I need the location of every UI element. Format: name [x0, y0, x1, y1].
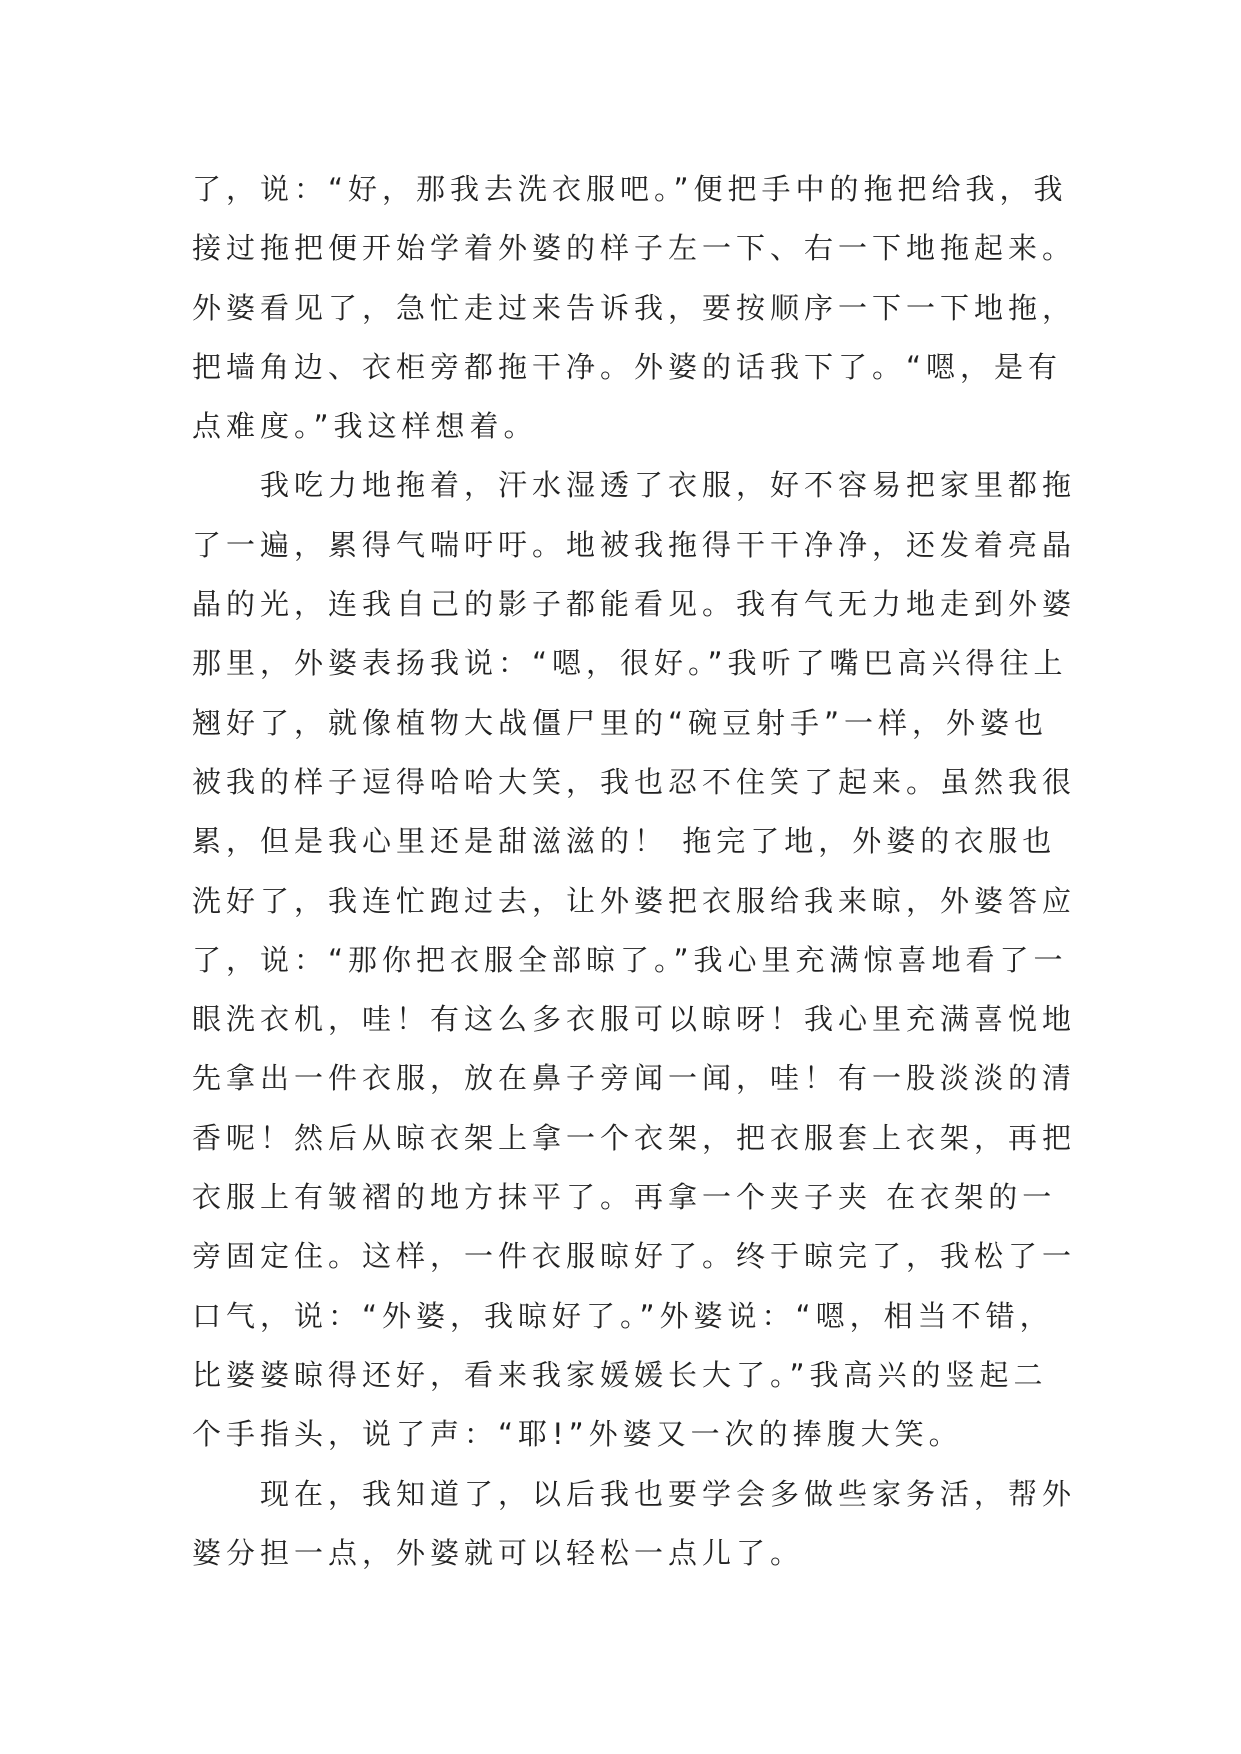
text-line: 了，说：“好，那我去洗衣服吧。”便把手中的拖把给我，我 [192, 172, 1068, 206]
text-line: 了一遍，累得气喘吁吁。地被我拖得干干净净，还发着亮晶 [192, 527, 1077, 562]
text-line: 了，说：“那你把衣服全部晾了。”我心里充满惊喜地看了一 [192, 942, 1068, 977]
text-line: 把墙角边、衣柜旁都拖干净。外婆的话我下了。“嗯，是有 [192, 349, 1063, 384]
text-line: 晶的光，连我自己的影子都能看见。我有气无力地走到外婆 [192, 587, 1077, 622]
text-line: 洗好了，我连忙跑过去，让外婆把衣服给我来晾，外婆答应 [192, 883, 1077, 918]
text-line: 衣服上有皱褶的地方抹平了。再拿一个夹子夹 在衣架的一 [192, 1180, 1057, 1215]
text-line: 香呢！然后从晾衣架上拿一个衣架，把衣服套上衣架，再把 [192, 1120, 1077, 1155]
text-line: 外婆看见了，急忙走过来告诉我，要按顺序一下一下地拖， [192, 290, 1077, 325]
text-line: 那里，外婆表扬我说：“嗯，很好。”我听了嘴巴高兴得往上 [192, 646, 1068, 681]
paragraph-start-line: 现在，我知道了，以后我也要学会多做些家务活，帮外 [260, 1476, 1077, 1511]
text-line: 点难度。”我这样想着。 [192, 409, 538, 444]
text-line: 累，但是我心里还是甜滋滋的！ 拖完了地，外婆的衣服也 [192, 824, 1057, 859]
paragraph-start-line: 我吃力地拖着，汗水湿透了衣服，好不容易把家里都拖 [260, 468, 1077, 503]
text-line: 婆分担一点，外婆就可以轻松一点儿了。 [192, 1535, 805, 1570]
essay-text [192, 160, 1077, 1583]
text-line: 先拿出一件衣服，放在鼻子旁闻一闻，哇！有一股淡淡的清 [192, 1061, 1077, 1096]
text-line: 接过拖把便开始学着外婆的样子左一下、右一下地拖起来。 [192, 231, 1077, 266]
text-line: 比婆婆晾得还好，看来我家媛媛长大了。”我高兴的竖起二 [192, 1357, 1048, 1392]
text-line: 口气，说：“外婆，我晾好了。”外婆说：“嗯，相当不错， [192, 1298, 1054, 1333]
text-line: 眼洗衣机，哇！有这么多衣服可以晾呀！我心里充满喜悦地 [192, 1002, 1077, 1037]
text-line: 翘好了，就像植物大战僵尸里的“碗豆射手”一样，外婆也 [192, 705, 1049, 740]
text-line: 旁固定住。这样，一件衣服晾好了。终于晾完了，我松了一 [192, 1239, 1077, 1274]
text-line: 被我的样子逗得哈哈大笑，我也忍不住笑了起来。虽然我很 [192, 764, 1077, 799]
text-line: 个手指头，说了声：“耶!”外婆又一次的捧腹大笑。 [192, 1417, 963, 1452]
